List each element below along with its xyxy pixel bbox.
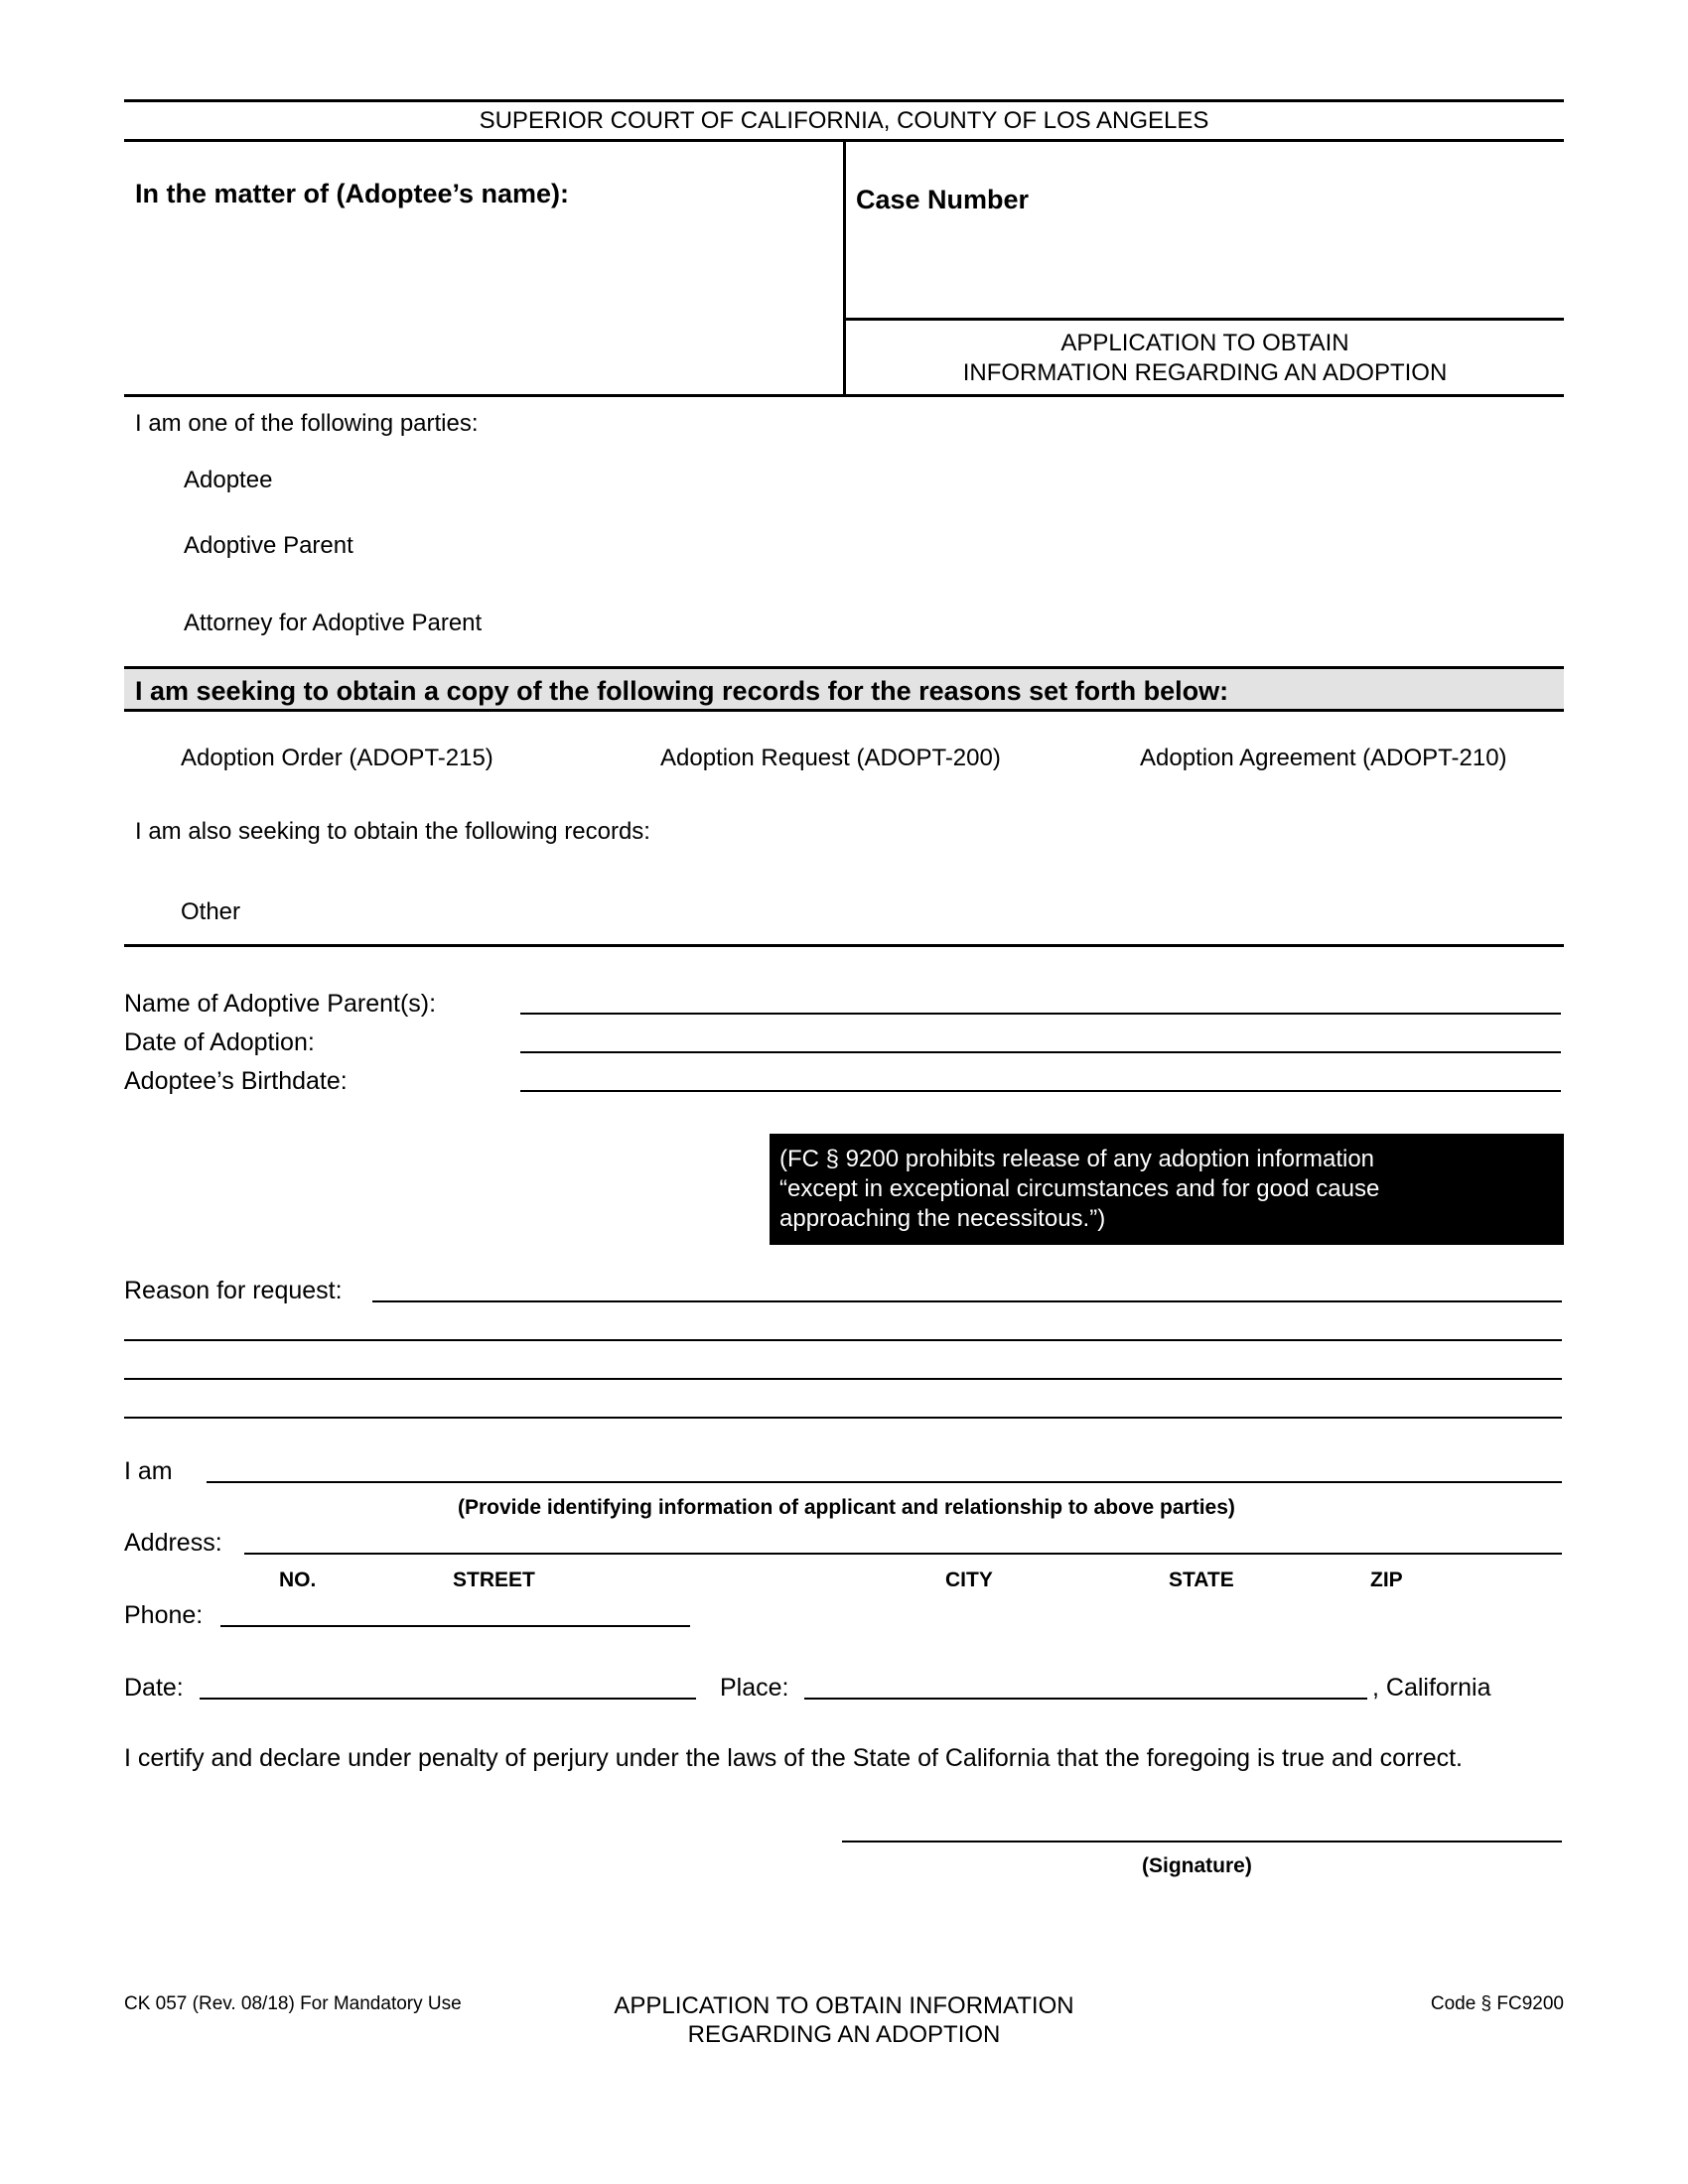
date-label: Date:: [124, 1674, 184, 1702]
i-am-label: I am: [124, 1457, 173, 1485]
footer-code-ref: Code § FC9200: [1430, 1993, 1564, 2014]
record-option-adoption-order[interactable]: [181, 745, 493, 772]
record-option-label: Adoption Order (ADOPT-215): [181, 745, 493, 771]
address-part-city: CITY: [945, 1569, 993, 1591]
party-option-label: Adoptee: [184, 467, 273, 493]
address-field[interactable]: [244, 1553, 1562, 1555]
address-part-state: STATE: [1169, 1569, 1234, 1591]
header-bottom-rule: [124, 394, 1564, 397]
party-option-attorney[interactable]: [184, 610, 482, 637]
form-title-line1: APPLICATION TO OBTAIN: [1060, 330, 1349, 356]
date-of-adoption-label: Date of Adoption:: [124, 1028, 315, 1056]
parties-prompt: I am one of the following parties:: [135, 410, 479, 437]
address-part-street: STREET: [453, 1569, 535, 1591]
adoptee-name-field[interactable]: [135, 218, 834, 391]
header-divider: [843, 140, 846, 396]
reason-field-line-1[interactable]: [372, 1300, 1562, 1302]
case-number-label: Case Number: [856, 185, 1030, 214]
record-option-other[interactable]: [181, 898, 240, 926]
reason-field-line-3[interactable]: [124, 1378, 1562, 1380]
address-part-no: NO.: [279, 1569, 317, 1591]
reason-field-line-4[interactable]: [124, 1417, 1562, 1419]
record-option-adoption-request[interactable]: [660, 745, 1001, 772]
place-field[interactable]: [804, 1698, 1367, 1700]
phone-field[interactable]: [220, 1625, 690, 1627]
records-banner-bottom-rule: [124, 709, 1564, 712]
case-number-field[interactable]: [856, 228, 1555, 310]
applicant-identity-field[interactable]: [207, 1481, 1562, 1483]
adoptive-parents-field[interactable]: [520, 1013, 1561, 1015]
footer-title-line-2: REGARDING AN ADOPTION: [687, 2021, 1001, 2048]
date-field[interactable]: [200, 1698, 696, 1700]
reason-label: Reason for request:: [124, 1277, 343, 1304]
notice-line-1: (FC § 9200 prohibits release of any adoption information: [779, 1146, 1375, 1172]
phone-label: Phone:: [124, 1601, 204, 1629]
adoptee-birthdate-label: Adoptee’s Birthdate:: [124, 1067, 348, 1095]
footer-title-line-1: APPLICATION TO OBTAIN INFORMATION: [614, 1992, 1074, 2019]
footer-form-code: CK 057 (Rev. 08/18) For Mandatory Use: [124, 1993, 462, 2014]
records-banner-text: I am seeking to obtain a copy of the following records for the reasons set forth below:: [135, 676, 1229, 706]
notice-line-3: approaching the necessitous.”): [779, 1205, 1106, 1232]
signature-label: (Signature): [1142, 1854, 1252, 1877]
records-section-bottom-rule: [124, 944, 1564, 947]
applicant-identity-hint: (Provide identifying information of applicant and relationship to above parties): [458, 1496, 1235, 1519]
also-seeking-prompt: I am also seeking to obtain the following records:: [135, 818, 650, 845]
record-option-adoption-agreement[interactable]: [1140, 745, 1507, 772]
reason-field-line-2[interactable]: [124, 1339, 1562, 1341]
case-number-rule: [844, 318, 1564, 321]
certification-text: I certify and declare under penalty of perjury under the laws of the State of California that the foregoing is true and correct.: [124, 1744, 1463, 1772]
california-suffix: , California: [1372, 1674, 1491, 1702]
record-option-label: Adoption Request (ADOPT-200): [660, 745, 1001, 771]
record-option-label: Adoption Agreement (ADOPT-210): [1140, 745, 1507, 771]
fc-9200-notice: [770, 1134, 1564, 1245]
adoptee-birthdate-field[interactable]: [520, 1090, 1561, 1092]
address-part-zip: ZIP: [1370, 1569, 1403, 1591]
address-label: Address:: [124, 1529, 222, 1557]
place-label: Place:: [720, 1674, 789, 1702]
matter-label: In the matter of (Adoptee’s name):: [135, 179, 570, 208]
court-name: SUPERIOR COURT OF CALIFORNIA, COUNTY OF LOS ANGELES: [479, 107, 1209, 134]
form-title-line2: INFORMATION REGARDING AN ADOPTION: [962, 359, 1448, 386]
top-rule: [124, 99, 1564, 102]
signature-field[interactable]: [842, 1841, 1562, 1843]
date-of-adoption-field[interactable]: [520, 1051, 1561, 1053]
party-option-label: Attorney for Adoptive Parent: [184, 610, 483, 636]
party-option-adoptive-parent[interactable]: [184, 532, 353, 560]
notice-line-2: “except in exceptional circumstances and for good cause: [779, 1175, 1380, 1202]
record-option-label: Other: [181, 898, 241, 925]
adoptive-parents-label: Name of Adoptive Parent(s):: [124, 990, 437, 1018]
party-option-label: Adoptive Parent: [184, 532, 353, 559]
party-option-adoptee[interactable]: [184, 467, 272, 494]
